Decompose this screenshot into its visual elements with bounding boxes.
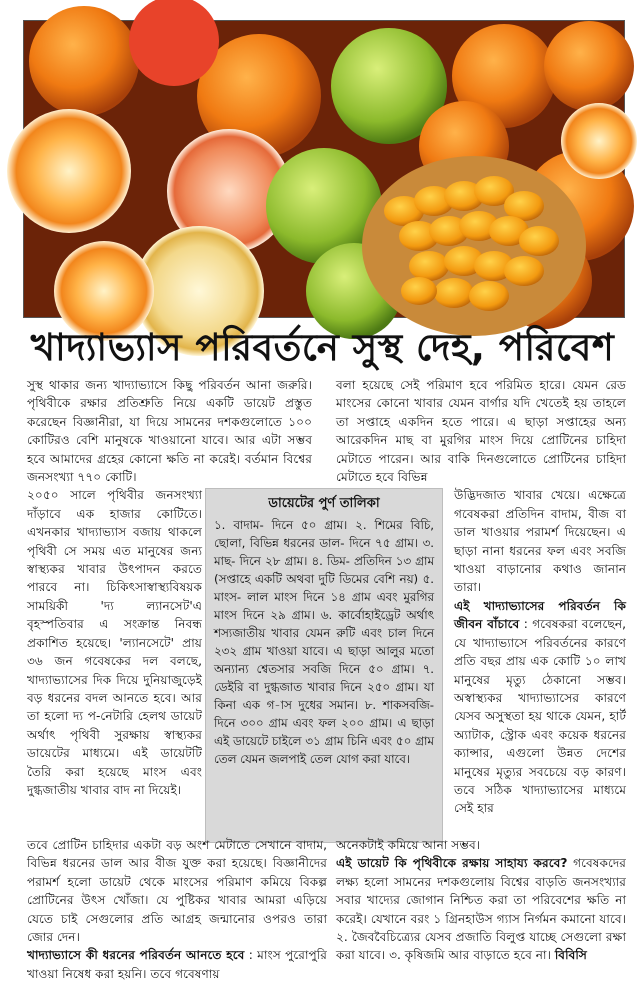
diet-list-body: ১. বাদাম- দিনে ৫০ গ্রাম। ২. শিমের বিচি, ছোলা, বিভিন্ন ধরনের ডাল- দিনে ৭৫ গ্রাম। ৩. মাছ- দিনে ২৮ গ্রাম। ৪. ডিম- প্রতিদিন ১৩ গ্রাম (সপ্তাহে একটি অথবা দুটি ডিমের বেশি নয়) ৫. মাংস- লাল মাংস দিনে ১৪ গ্রাম এবং মুরগির মাংস দিনে ২৯ গ্রাম। ৬. কার্বোহাইড্রেট অর্থাৎ শস্যজাতীয় খাবার যেমন রুটি এবং চাল দিনে ২৩২ গ্রাম খাওয়া যাবে। এ ছাড়া আলুর মতো অন্যান্য শ্বেতসার সবজি দিনে ৫০ গ্রাম। ৭. ডেইরি বা দুগ্ধজাত খাবার দিনে ২৫০ গ্রাম। যা কিনা এক গ-াস দুধের সমান। ৮. শাকসবজি- দিনে ৩০০ গ্রাম এবং ফল ২০০ গ্রাম। এ ছাড়া এই ডায়েটে চাইলে ৩১ গ্রাম চিনি এবং ৫০ গ্রাম তেল যেমন জলপাই তেল যোগ করা যাবে। (214, 518, 434, 766)
intro-paragraph: সুস্থ থাকার জন্য খাদ্যাভ্যাসে কিছু পরিবর্তন আনা জরুরি। পৃথিবীকে রক্ষার প্রতিশ্রুতি নিয়ে একটি ডায়েট প্রস্তুত করেছেন বিজ্ঞানীরা, যা দিয়ে সামনের দশকগুলোতে ১০০ কোটিরও বেশি মানুষকে খাওয়ানো যাবে। আর এটা সম্ভব হবে আমাদের গ্রহের কোনো ক্ষতি না করেই। বর্তমান বিশ্বের জনসংখ্যা ৭৭০ কোটি। (27, 378, 312, 485)
diet-list-title: ডায়েটের পুর্ণ তালিকা (268, 496, 380, 511)
planet-subheading: এই ডায়েট কি পৃথিবীকে রক্ষায় সাহায্য করবে? (336, 856, 568, 871)
protein-sources-paragraph: তবে প্রোটিন চাহিদার একটা বড় অংশ মেটাতে সেখানে বাদাম, বিভিন্ন ধরনের ডাল আর বীজ যুক্ত করা হয়েছে। বিজ্ঞানীদের পরামর্শ হলো ডায়েট থেকে মাংসের পরিমাণ কমিয়ে বিকল্প প্রোটিনের উৎস খোঁজা। যে পুষ্টিকর খাবার আমরা এড়িয়ে যেতে চাই সেগুলোর প্রতি আগ্রহ জন্মানোর ওপরও তারা জোর দেন। (27, 838, 327, 945)
source-credit: বিবিসি (554, 948, 587, 963)
article-bottom-left (27, 836, 327, 983)
protein-paragraph: বলা হয়েছে সেই পরিমাণ হবে পরিমিত হারে। যেমন রেড মাংসের কোনো খাবার যেমন বার্গার যদি খেতেই হয় তাহলে তা সপ্তাহে একদিন হতে পারে। এ ছাড়া সপ্তাহের অন্য আরেকদিন মাছ বা মুরগির মাংস দিয়ে প্রোটিনের চাহিদা মেটাতে পারেন। আর বাকি দিনগুলোতে প্রোটিনের চাহিদা মেটাতে হবে বিভিন্ন (336, 378, 626, 485)
population-paragraph: ২০৫০ সালে পৃথিবীর জনসংখ্যা দাঁড়াবে এক হাজার কোটিতে। এখনকার খাদ্যাভ্যাস বজায় থাকলে পৃথিবী সে সময় এত মানুষের জন্য স্বাস্থ্যকর খাবার উৎপাদন করতে পারবে না। চিকিৎসাস্বাস্থ্যবিষয়ক সাময়িকী 'দ্য ল্যানসেট'এ বৃহস্পতিবার এ সংক্রান্ত নিবন্ধ প্রকাশিত হয়েছে। 'ল্যানসেটে' প্রায় ৩৬ জন গবেষকের দল বলছে, খাদ্যাভ্যাসের দিক দিয়ে দুনিয়াজুড়েই বড় ধরনের বদল আনতে হবে। আর তা হলো দ্য প-নেটারি হেলথ ডায়েট অর্থাৎ পৃথিবী সুরক্ষায় স্বাস্থ্যকর ডায়েটের মাধ্যমে। এই ডায়েটটি তৈরি করা হয়েছে মাংস এবং দুগ্ধজাতীয় খাবার বাদ না দিয়েই। (27, 488, 202, 797)
save-lives-text: : গবেষকরা বলেছেন, যে খাদ্যাভ্যাসে পরিবর্তনের কারণে প্রতি বছর প্রায় এক কোটি ১০ লাখ মানুষের মৃত্যু ঠেকানো সম্ভব। অস্বাস্থ্যকর খাদ্যাভ্যাসের কারণে যেসব অসুস্থতা হয় থাকে যেমন, হার্ট অ্যাটাক, স্ট্রোক এবং কয়েক ধরনের ক্যান্সার, এগুলো উন্নত দেশের মানুষের মৃত্যুর সবচেয়ে বড় কারণ। তবে সঠিক খাদ্যাভ্যাসের মাধ্যমে সেই হার (454, 617, 626, 816)
change-paragraph (27, 946, 327, 983)
headline: খাদ্যাভ্যাস পরিবর্তনে সুস্থ দেহ, পরিবেশ (30, 326, 615, 369)
planet-text: গবেষকদের লক্ষ্য হলো সামনের দশকগুলোয় বিশ্বের বাড়তি জনসংখ্যার সবার খাদ্যের জোগান নিশ্চিত করা তা পরিবেশের ক্ষতি না করেই। যেখানে বরং ১ গ্রিনহাউস গ্যাস নির্গমন কমানো যাবে। ২. জৈববৈচিত্র্যের যেসব প্রজাতি বিলুপ্ত যাচ্ছে সেগুলো রক্ষা করা যাবে। ৩. কৃষিজমি আর বাড়াতে হবে না। (336, 856, 627, 963)
article-bottom-right (336, 836, 626, 965)
change-subheading: খাদ্যাভ্যাসে কী ধরনের পরিবর্তন আনতে হবে (27, 948, 245, 963)
citrus-fruits-illustration (24, 21, 624, 317)
save-lives-subheading: এই খাদ্যাভ্যাসের পরিবর্তন কি জীবন বাঁচাবে (454, 598, 626, 632)
change-text: : মাংস পুরোপুরি খাওয়া নিষেধ করা হয়নি। তবে গবেষণায় (27, 948, 328, 981)
plant-food-paragraph: উদ্ভিদজাত খাবার খেয়ে। এক্ষেত্রে গবেষকরা প্রতিদিন বাদাম, বীজ বা ডাল খাওয়ার পরামর্শ দিয়েছেন। এ ছাড়া নানা ধরনের ফল এবং সবজি খাওয়া বাড়ানোর কথাও জানান তারা। (454, 488, 626, 595)
save-lives-paragraph (454, 597, 626, 818)
planet-paragraph (336, 854, 626, 964)
reduction-paragraph: অনেকটাই কমিয়ে আনা সম্ভব। (336, 838, 481, 852)
article-column-right (336, 376, 626, 816)
fruit-photo (23, 20, 625, 318)
